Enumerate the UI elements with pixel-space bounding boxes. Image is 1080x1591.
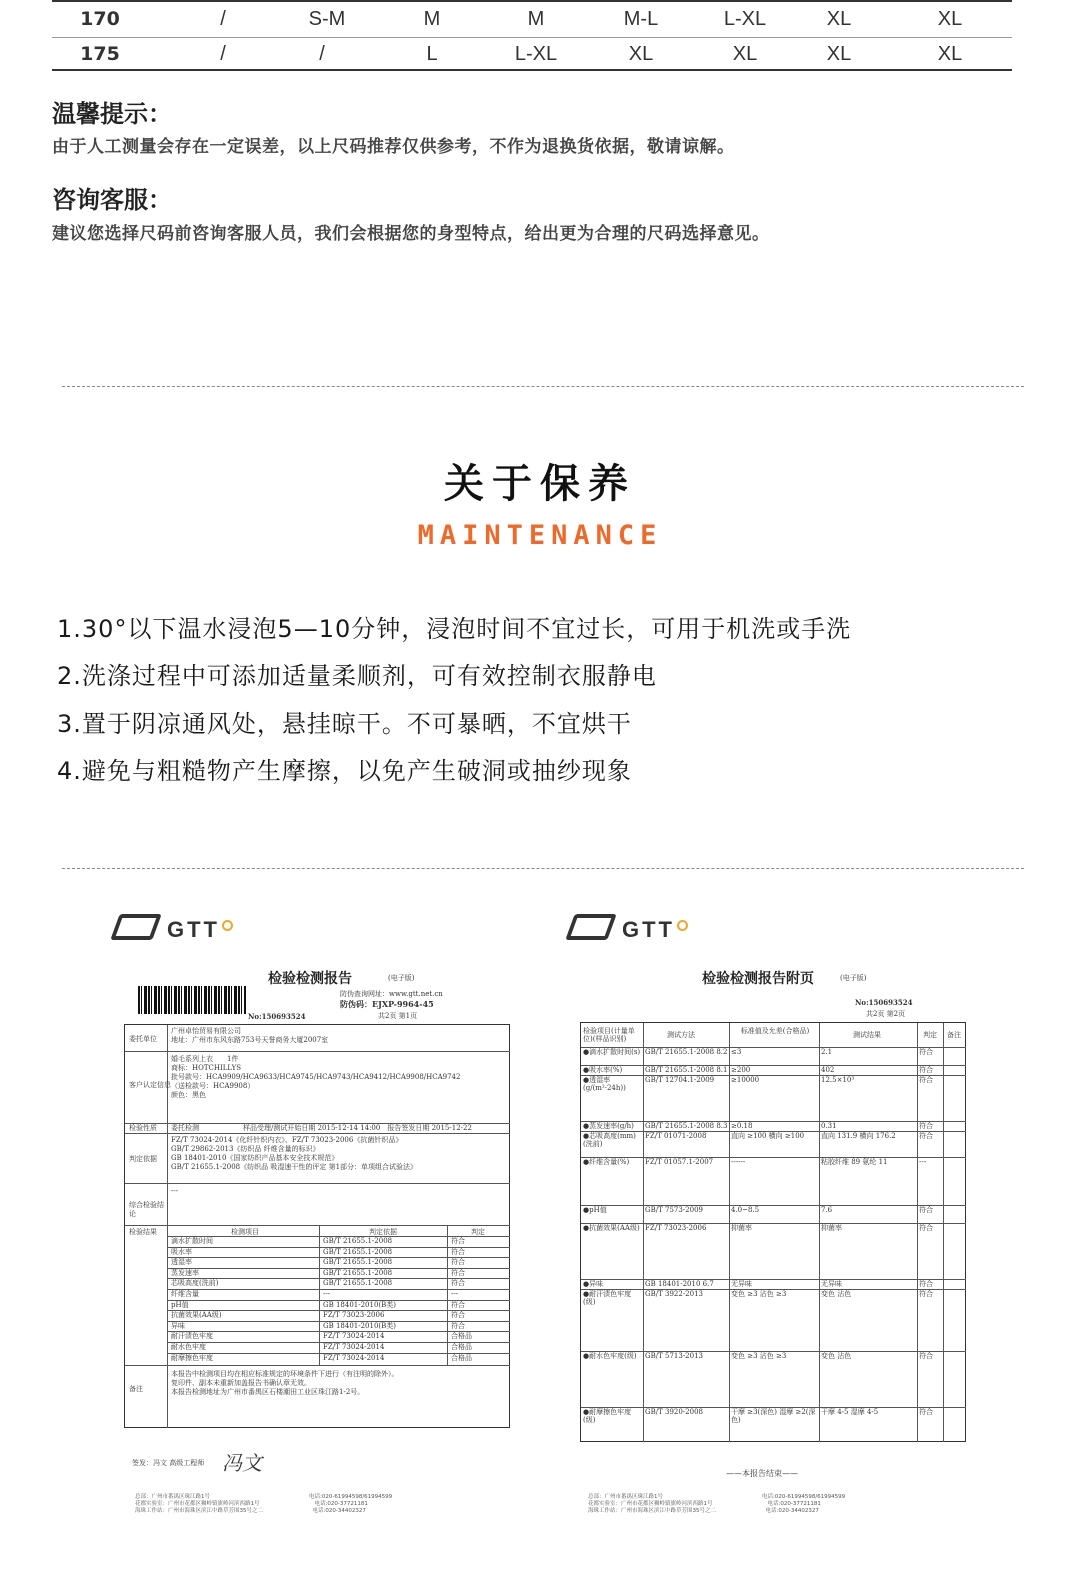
appendix-cell: FZ/T 01071-2008 <box>645 1132 707 1140</box>
appendix-cell: FZ/T 73023-2006 <box>645 1224 707 1232</box>
result-cell: 合格品 <box>451 1343 472 1351</box>
footer-line: 海珠工作站：广州市海珠区滨江中路草芳围35号之二 电话:020-34402327 <box>135 1508 366 1514</box>
size-cell: / <box>319 43 325 65</box>
size-table-bottom-rule <box>52 69 1012 71</box>
result-cell: 耐水色牢度 <box>171 1343 206 1351</box>
size-cell: XL <box>937 8 963 30</box>
result-cell: --- <box>323 1290 331 1298</box>
appendix-cell: 符合 <box>919 1132 933 1140</box>
size-cell: / <box>220 43 226 65</box>
result-cell: 透湿率 <box>171 1258 192 1267</box>
row-rule <box>125 1051 510 1052</box>
appendix-cell: GB/T 5713-2013 <box>645 1352 703 1360</box>
appendix-cell: 符合 <box>919 1076 933 1084</box>
appendix-cell: 变色 ≥3 沾色 ≥3 <box>731 1352 787 1360</box>
appendix-cell: 符合 <box>919 1280 933 1288</box>
consult-text: 建议您选择尺码前咨询客服人员，我们会根据您的身型特点，给出更为合理的尺码选择意见。 <box>52 224 770 244</box>
result-cell: GB 18401-2010(B类) <box>323 1300 397 1309</box>
result-cell: FZ/T 73023-2006 <box>323 1311 385 1320</box>
appendix-cell: 粘胶纤维 89 氨纶 11 <box>821 1158 888 1166</box>
appendix-cell: 变色 ≥3 沾色 ≥3 <box>731 1290 787 1298</box>
result-cell: 抗菌效果(AA级) <box>171 1311 222 1320</box>
result-cell: FZ/T 73024-2014 <box>323 1353 385 1362</box>
appendix-cell: 7.6 <box>821 1206 833 1214</box>
report-left <box>122 960 512 1435</box>
row-rule <box>125 1365 510 1366</box>
basis-line: GB/T 21655.1-2008《纺织品 吸湿速干性的评定 第1部分：单项组合试验法》 <box>171 1163 418 1171</box>
care-item-4: 4.避免与粗糙物产生摩擦，以免产生破洞或抽纱现象 <box>57 757 632 785</box>
client-label: 委托单位 <box>129 1035 157 1043</box>
report-end-mark: ——本报告结束—— <box>726 1469 798 1478</box>
care-item-2: 2.洗涤过程中可添加适量柔顺剂，可有效控制衣服静电 <box>57 662 657 690</box>
size-cell: XL <box>732 43 758 65</box>
col-rule <box>643 1023 644 1442</box>
signature: 冯文 <box>222 1451 262 1475</box>
report-title: 检验检测报告 <box>268 971 352 987</box>
row-rule <box>125 1183 510 1184</box>
size-cell: L <box>426 43 438 65</box>
result-cell: 符合 <box>451 1279 465 1288</box>
size-cell: XL <box>826 8 852 30</box>
results-head: 检测项目 <box>231 1228 259 1236</box>
appendix-head: 测试结果 <box>853 1031 881 1039</box>
gtt-logo-text: GTT <box>167 917 220 942</box>
appendix-cell: 符合 <box>919 1206 933 1214</box>
gtt-logo <box>115 914 233 943</box>
customer-line: 婚毛系列上衣 1件 <box>171 1055 239 1063</box>
size-cell: M <box>423 8 441 30</box>
report-right <box>578 960 968 1445</box>
basis-line: FZ/T 73024-2014《化纤针织内衣》、FZ/T 73023-2006《抗菌针织品》 <box>171 1136 403 1144</box>
size-cell: XL <box>628 43 654 65</box>
gtt-logo-dot-icon <box>677 920 688 931</box>
size-cell: XL <box>937 43 963 65</box>
appendix-cell: 抑菌率 <box>821 1224 842 1232</box>
customer-line: 批号款号：HCA9909/HCA9633/HCA9745/HCA9743/HCA9412/HCA9908/HCA9742 <box>171 1073 461 1081</box>
result-cell: GB 18401-2010(B类) <box>323 1321 397 1330</box>
result-cell: GB/T 21655.1-2008 <box>323 1237 393 1245</box>
appendix-cell: GB/T 12704.1-2009 <box>645 1076 715 1084</box>
appendix-cell: ●pH值 <box>583 1206 607 1214</box>
size-cell: S-M <box>308 8 346 30</box>
signer-label: 签发：冯文 高级工程师 <box>132 1459 205 1467</box>
appendix-head: 备注 <box>947 1031 961 1039</box>
appendix-cell: ●耐摩擦色牢度(级) <box>583 1408 632 1424</box>
result-cell: 滴水扩散时间 <box>171 1237 213 1245</box>
care-item-1: 1.30°以下温水浸泡5—10分钟，浸泡时间不宜过长，可用于机洗或手洗 <box>57 615 852 643</box>
appendix-cell: 干摩 ≥3(深色) 湿摩 ≥2(深色) <box>731 1408 816 1424</box>
divider <box>62 868 1024 869</box>
gtt-logo-icon <box>110 914 161 940</box>
appendix-cell: 直向 ≥100 横向 ≥100 <box>731 1132 805 1140</box>
appendix-cell: --- <box>919 1158 927 1166</box>
col-rule <box>917 1023 918 1442</box>
remark-line: 本报告检测地址为广州市番禺区石楼潮田工业区珠江路1-2号。 <box>171 1388 365 1396</box>
appendix-table <box>580 1022 966 1442</box>
size-cell-height: 175 <box>80 43 120 65</box>
report-edition: (电子版) <box>840 974 867 982</box>
result-cell: GB/T 21655.1-2008 <box>323 1247 393 1256</box>
size-cell: L-XL <box>723 8 767 30</box>
footer-left <box>135 1494 392 1515</box>
remark-label: 备注 <box>129 1385 143 1393</box>
appendix-cell: GB/T 3922-2013 <box>645 1290 703 1298</box>
appendix-cell: GB/T 21655.1-2008 8.2 <box>645 1048 728 1056</box>
appendix-cell: 变色 沾色 <box>821 1352 852 1360</box>
remark-line: 本报告中检测项目均在相应标准规定的环境条件下进行（有注明的除外）。 <box>171 1370 399 1378</box>
basis-line: GB 18401-2010《国家纺织产品基本安全技术规范》 <box>171 1154 339 1162</box>
maintenance-subtitle: MAINTENANCE <box>417 520 663 551</box>
result-cell: 耐摩擦色牢度 <box>171 1353 213 1362</box>
footer-line: 花都实验室：广州市花都区狮岭镇旗岭河滨西路1号 电话:020-37721181 <box>135 1501 368 1507</box>
appendix-cell: 符合 <box>919 1122 933 1130</box>
appendix-cell: 无异味 <box>731 1280 752 1288</box>
appendix-cell: 符合 <box>919 1290 933 1298</box>
appendix-cell: ●异味 <box>583 1280 604 1288</box>
appendix-cell: ≤3 <box>731 1048 742 1056</box>
col-rule <box>729 1023 730 1442</box>
size-cell: XL <box>826 43 852 65</box>
result-cell: 异味 <box>171 1321 185 1330</box>
size-row-170 <box>52 4 1012 38</box>
result-cell: 符合 <box>451 1258 465 1267</box>
appendix-cell: ●纤维含量(%) <box>583 1158 630 1166</box>
appendix-cell: ●透湿率(g/(m²·24h)) <box>583 1076 626 1092</box>
client-address: 地址：广州市东风东路753号天誉商务大厦2007室 <box>171 1036 329 1044</box>
results-head: 判定 <box>471 1228 485 1236</box>
size-table-top-rule <box>52 0 1012 2</box>
appendix-head: 判定 <box>923 1031 937 1039</box>
appendix-cell: 符合 <box>919 1352 933 1360</box>
appendix-cell: 12.5×10³ <box>821 1076 855 1084</box>
consult-title: 咨询客服： <box>52 186 172 214</box>
footer-line: 海珠工作站：广州市海珠区滨江中路草芳围35号之二 电话:020-34402327 <box>588 1508 819 1514</box>
appendix-cell: ●芯吸高度(mm)(洗前) <box>583 1132 636 1148</box>
overall-label: 综合检验结论 <box>129 1201 164 1218</box>
result-cell: GB/T 21655.1-2008 <box>323 1258 393 1267</box>
size-cell-height: 170 <box>80 8 120 30</box>
col-rule <box>819 1023 820 1442</box>
appendix-cell: ●抗菌效果(AA级) <box>583 1224 640 1232</box>
report-number: No:150693524 <box>248 1012 306 1021</box>
appendix-head: 标准值及允差(合格品) <box>740 1027 810 1035</box>
result-cell: pH值 <box>171 1300 189 1309</box>
results-label: 检验结果 <box>129 1228 157 1236</box>
result-cell: 合格品 <box>451 1332 472 1341</box>
appendix-cell: 符合 <box>919 1048 933 1056</box>
appendix-cell: GB 18401-2010 6.7 <box>645 1280 714 1288</box>
report-number: No:150693524 <box>855 998 913 1007</box>
footer-line: 总部：广州市番禺区珠江路1号 电话:020-61994598/61994599 <box>135 1494 393 1500</box>
appendix-cell: GB/T 3920-2008 <box>645 1408 703 1416</box>
result-cell: 纤维含量 <box>171 1290 199 1298</box>
appendix-cell: 符合 <box>919 1408 933 1416</box>
appendix-cell: 0.31 <box>821 1122 837 1130</box>
report-anti-fake: 防伪码：EJXP-9964-45 <box>340 999 434 1009</box>
basis-label: 判定依据 <box>129 1155 157 1163</box>
tips-text: 由于人工测量会存在一定误差，以上尺码推荐仅供参考，不作为退换货依据，敬请谅解。 <box>52 137 735 157</box>
gtt-logo-text: GTT <box>622 917 675 942</box>
col-rule <box>943 1023 944 1442</box>
result-cell: 符合 <box>451 1268 465 1277</box>
appendix-cell: 干摩 4-5 湿摩 4-5 <box>821 1408 879 1416</box>
nature-label: 检验性质 <box>129 1124 157 1132</box>
result-cell: 符合 <box>451 1247 465 1256</box>
footer-line: 总部：广州市番禺区珠江路1号 电话:020-61994598/61994599 <box>588 1494 846 1500</box>
appendix-cell: 无异味 <box>821 1280 842 1288</box>
results-head: 判定依据 <box>369 1228 397 1236</box>
customer-line: 颜色：黑色 <box>171 1091 206 1099</box>
appendix-cell: 2.1 <box>821 1048 833 1056</box>
tips-title: 温馨提示： <box>52 100 172 128</box>
size-table-row-rule <box>52 37 1012 38</box>
appendix-head: 检验项目(计量单位)(样品识别) <box>583 1027 635 1043</box>
result-cell: 吸水率 <box>171 1247 192 1256</box>
row-rule <box>167 1289 510 1290</box>
appendix-cell: ●耐汗渍色牢度(级) <box>583 1290 632 1306</box>
remark-line: 复印件、副本未重新加盖报告书确认章无效。 <box>171 1379 311 1387</box>
appendix-head: 测试方法 <box>667 1031 695 1039</box>
appendix-cell: 符合 <box>919 1066 933 1074</box>
appendix-cell: GB/T 21655.1-2008 8.1 <box>645 1066 728 1074</box>
result-cell: 芯吸高度(洗前) <box>171 1279 219 1288</box>
divider <box>62 386 1024 387</box>
appendix-cell: ≥200 <box>731 1066 751 1074</box>
appendix-cell: 变色 沾色 <box>821 1290 852 1298</box>
appendix-cell: 直向 131.9 横向 176.2 <box>821 1132 896 1140</box>
customer-line: 商标：HOTCHILLYS <box>171 1064 242 1072</box>
appendix-cell: ≥0.18 <box>731 1122 753 1130</box>
care-item-3: 3.置于阴凉通风处，悬挂晾干。不可暴晒，不宜烘干 <box>57 710 632 738</box>
basis-line: GB/T 29862-2013《纺织品 纤维含量的标识》 <box>171 1145 320 1153</box>
customer-line: （送检款号：HCA9908） <box>171 1082 255 1090</box>
result-cell: 蒸发速率 <box>171 1268 199 1277</box>
report-form <box>124 1024 510 1428</box>
appendix-cell: ●滴水扩散时间(s) <box>583 1048 641 1056</box>
row-rule <box>125 1225 510 1226</box>
result-cell: FZ/T 73024-2014 <box>323 1343 385 1351</box>
appendix-cell: FZ/T 01057.1-2007 <box>645 1158 714 1166</box>
appendix-cell: GB/T 21655.1-2008 8.3 <box>645 1122 728 1130</box>
report-query-site: 防伪查询网址：www.gtt.net.cn <box>340 990 443 998</box>
result-cell: 符合 <box>451 1311 465 1320</box>
overall-value: --- <box>171 1187 179 1195</box>
appendix-cell: 抑菌率 <box>731 1224 752 1232</box>
result-cell: GB/T 21655.1-2008 <box>323 1268 393 1277</box>
report-page: 共2页 第1页 <box>378 1012 418 1020</box>
appendix-cell: ●蒸发速率(g/h) <box>583 1122 634 1130</box>
barcode-icon <box>138 986 246 1014</box>
maintenance-title: 关于保养 <box>444 461 636 507</box>
nature-value: 委托检测 <box>171 1124 199 1132</box>
report-dates: 样品受理/测试开始日期 2015-12-14 14:00 报告签发日期 2015-12-22 <box>243 1124 472 1132</box>
appendix-cell: ≥10000 <box>731 1076 760 1084</box>
size-cell: M-L <box>623 8 659 30</box>
appendix-cell: 4.0~8.5 <box>731 1206 760 1214</box>
gtt-logo-dot-icon <box>222 920 233 931</box>
result-cell: FZ/T 73024-2014 <box>323 1332 385 1341</box>
gtt-logo <box>570 914 688 943</box>
footer-right <box>588 1494 845 1515</box>
result-cell: 耐汗渍色牢度 <box>171 1332 213 1341</box>
result-cell: 符合 <box>451 1321 465 1330</box>
size-cell: M <box>527 8 545 30</box>
size-cell: L-XL <box>514 43 558 65</box>
appendix-cell: ●吸水率(%) <box>583 1066 623 1074</box>
client-name: 广州卓怡贸易有限公司 <box>171 1027 241 1035</box>
appendix-cell: 符合 <box>919 1224 933 1232</box>
appendix-cell: GB/T 7573-2009 <box>645 1206 703 1214</box>
customer-label: 客户认定信息 <box>129 1081 171 1089</box>
appendix-cell: ------ <box>731 1158 746 1166</box>
row-rule <box>125 1133 510 1134</box>
result-cell: --- <box>451 1290 459 1298</box>
size-cell: / <box>220 8 226 30</box>
result-cell: 符合 <box>451 1237 465 1245</box>
report-page: 共2页 第2页 <box>866 1010 906 1018</box>
result-cell: 符合 <box>451 1300 465 1309</box>
appendix-cell: 402 <box>821 1066 835 1074</box>
report-edition: (电子版) <box>388 974 415 982</box>
gtt-logo-icon <box>565 914 616 940</box>
footer-line: 花都实验室：广州市花都区狮岭镇旗岭河滨西路1号 电话:020-37721181 <box>588 1501 821 1507</box>
result-cell: GB/T 21655.1-2008 <box>323 1279 393 1288</box>
appendix-cell: ●耐水色牢度(级) <box>583 1352 637 1360</box>
result-cell: 合格品 <box>451 1353 472 1362</box>
size-row-175 <box>52 39 1012 73</box>
report-appendix-title: 检验检测报告附页 <box>702 971 814 987</box>
